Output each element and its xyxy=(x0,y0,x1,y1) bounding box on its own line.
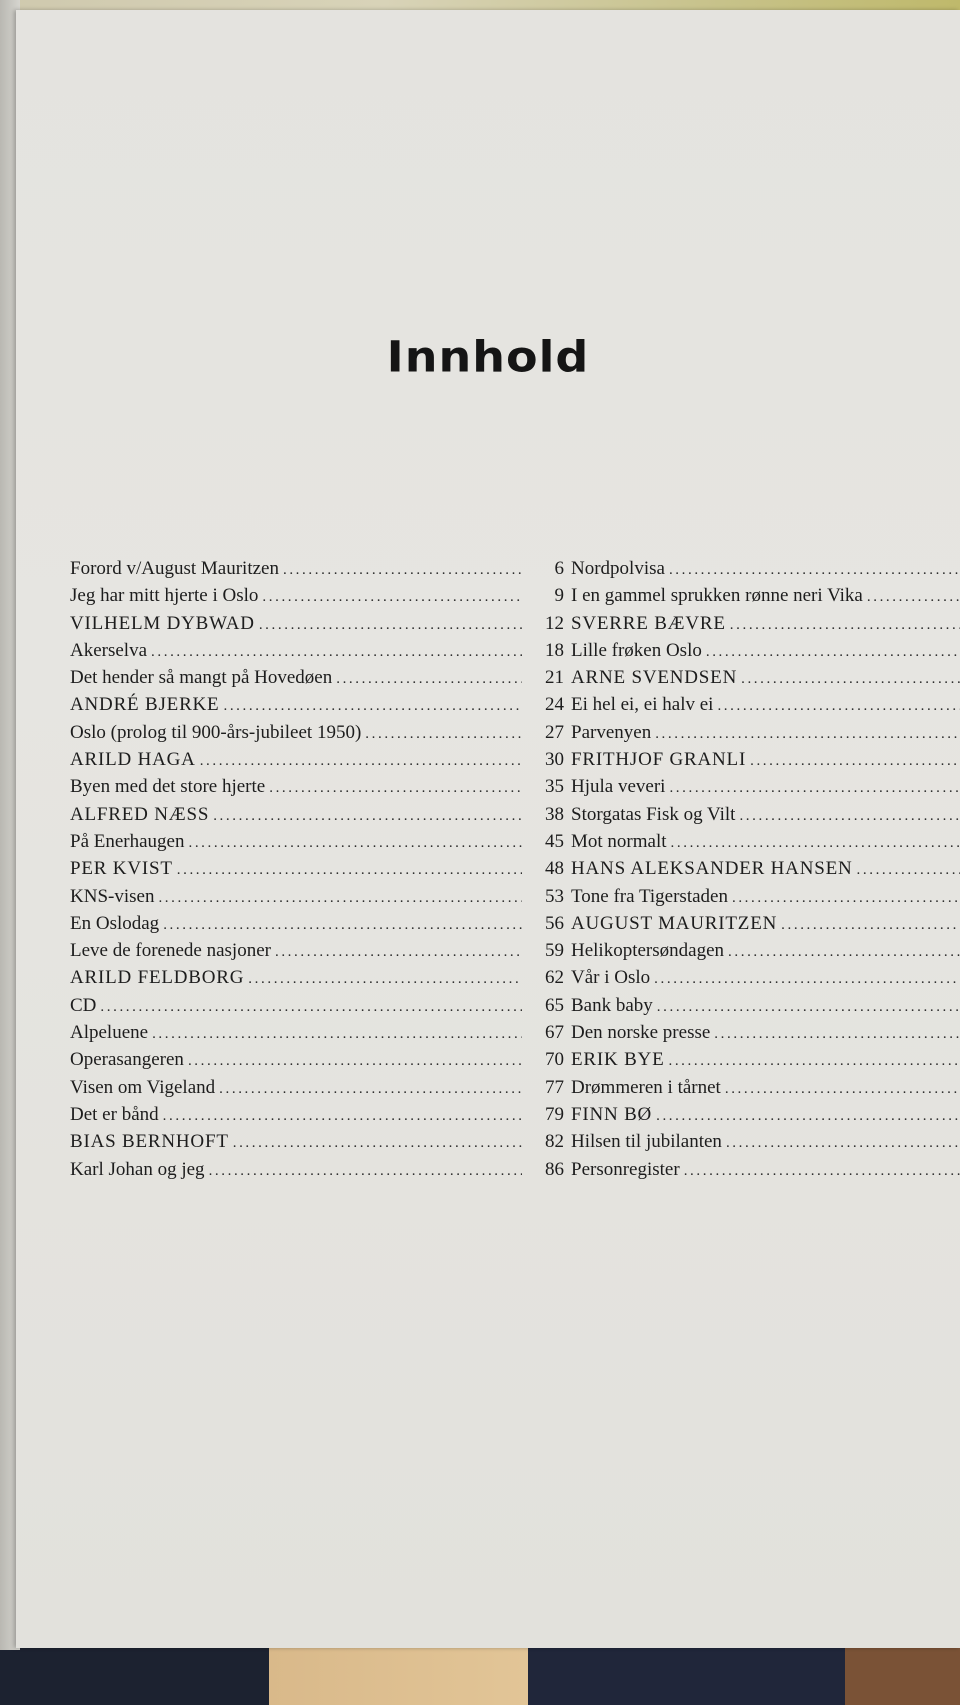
toc-entry xyxy=(571,1131,960,1158)
toc-entry-title: Lille frøken Oslo xyxy=(571,639,702,661)
toc-entry-title: CD xyxy=(70,994,97,1016)
toc-right-column xyxy=(571,558,960,1186)
toc-entry xyxy=(571,694,960,721)
toc-entry xyxy=(70,858,564,885)
toc-entry xyxy=(571,913,960,940)
toc-entry xyxy=(571,640,960,667)
toc-entry-title: Nordpolvisa xyxy=(571,558,665,579)
toc-entry-title: Visen om Vigeland xyxy=(70,1076,216,1098)
toc-author-name: ARNE SVENDSEN xyxy=(571,667,738,689)
dot-leader xyxy=(158,890,522,907)
toc-entry-title: Forord v/August Mauritzen xyxy=(70,558,279,579)
toc-entry xyxy=(571,1049,960,1076)
toc-entry-title: En Oslodag xyxy=(70,912,160,934)
toc-entry-title: Alpeluene xyxy=(70,1022,149,1044)
toc-entry xyxy=(70,804,564,831)
toc-entry-title: Helikoptersøndagen xyxy=(571,940,725,962)
toc-entry xyxy=(571,804,960,831)
dot-leader xyxy=(219,1081,522,1098)
dot-leader xyxy=(725,1081,960,1098)
toc-entry-title: Den norske presse xyxy=(571,1022,711,1044)
toc-entry xyxy=(571,722,960,749)
dot-leader xyxy=(163,917,522,934)
toc-entry-title: Jeg har mitt hjerte i Oslo xyxy=(70,585,259,607)
toc-entry-title: Operasangeren xyxy=(70,1049,184,1071)
toc-author-name: ANDRÉ BJERKE xyxy=(70,694,220,716)
dot-leader xyxy=(248,971,522,988)
toc-page-number: 65 xyxy=(545,994,564,1016)
toc-entry xyxy=(70,1022,564,1049)
toc-author-name: ERIK BYE xyxy=(571,1049,665,1071)
toc-entry xyxy=(70,749,564,776)
toc-page-number: 9 xyxy=(554,585,564,607)
toc-entry xyxy=(70,995,564,1022)
toc-entry-title: Oslo (prolog til 900-års-jubileet 1950) xyxy=(70,721,362,743)
toc-entry xyxy=(70,640,564,667)
toc-page-number: 70 xyxy=(545,1049,564,1071)
dot-leader xyxy=(781,917,960,934)
dot-leader xyxy=(283,562,522,579)
dot-leader xyxy=(669,562,960,579)
toc-entry xyxy=(571,995,960,1022)
toc-entry-title: Karl Johan og jeg xyxy=(70,1158,205,1180)
book-page xyxy=(16,10,960,1648)
toc-entry xyxy=(571,1159,960,1186)
toc-entry xyxy=(571,613,960,640)
toc-author-name: FINN BØ xyxy=(571,1103,653,1125)
dot-leader xyxy=(151,644,522,661)
toc-author-name: BIAS BERNHOFT xyxy=(70,1131,229,1153)
dot-leader xyxy=(656,1108,960,1125)
toc-page-number: 6 xyxy=(554,558,564,579)
toc-author-name: PER KVIST xyxy=(70,858,173,880)
toc-page-number: 18 xyxy=(545,639,564,661)
toc-author-name: AUGUST MAURITZEN xyxy=(571,912,778,934)
background-bottom xyxy=(0,1640,960,1705)
toc-entry xyxy=(70,1159,564,1186)
toc-entry-title: Akerselva xyxy=(70,639,148,661)
toc-entry xyxy=(70,940,564,967)
toc-entry xyxy=(70,831,564,858)
toc-page-number: 48 xyxy=(545,858,564,880)
toc-entry-title: Drømmeren i tårnet xyxy=(571,1076,721,1098)
dot-leader xyxy=(669,780,960,797)
toc-entry xyxy=(571,886,960,913)
dot-leader xyxy=(188,1053,522,1070)
dot-leader xyxy=(275,944,522,961)
dot-leader xyxy=(100,999,522,1016)
dot-leader xyxy=(730,617,960,634)
dot-leader xyxy=(200,753,522,770)
toc-author-name: ALFRED NÆSS xyxy=(70,803,210,825)
toc-page-number: 62 xyxy=(545,967,564,989)
toc-entry xyxy=(70,558,564,585)
toc-entry xyxy=(70,585,564,612)
toc-entry-title: KNS-visen xyxy=(70,885,155,907)
dot-leader xyxy=(741,671,960,688)
toc-page-number: 24 xyxy=(545,694,564,716)
toc-page-number: 12 xyxy=(545,612,564,634)
dot-leader xyxy=(726,1135,960,1152)
toc-entry xyxy=(70,1104,564,1131)
dot-leader xyxy=(732,890,960,907)
dot-leader xyxy=(668,1053,960,1070)
toc-entry xyxy=(571,558,960,585)
toc-page-number: 77 xyxy=(545,1076,564,1098)
toc-entry xyxy=(70,913,564,940)
toc-entry-title: Vår i Oslo xyxy=(571,967,651,989)
toc-entry xyxy=(571,776,960,803)
dot-leader xyxy=(671,835,960,852)
toc-entry xyxy=(571,940,960,967)
dot-leader xyxy=(188,835,522,852)
toc-author-name: ARILD HAGA xyxy=(70,749,196,771)
toc-entry-title: Mot normalt xyxy=(571,830,667,852)
dot-leader xyxy=(857,862,960,879)
dot-leader xyxy=(259,617,522,634)
toc-entry-title: På Enerhaugen xyxy=(70,830,185,852)
dot-leader xyxy=(714,1026,960,1043)
toc-entry-title: Leve de forenede nasjoner xyxy=(70,940,271,962)
toc-entry xyxy=(571,1104,960,1131)
toc-entry xyxy=(70,1049,564,1076)
dot-leader xyxy=(654,971,960,988)
toc-entry xyxy=(571,967,960,994)
dot-leader xyxy=(336,671,522,688)
toc-entry xyxy=(70,667,564,694)
toc-entry xyxy=(571,858,960,885)
dot-leader xyxy=(750,753,960,770)
dot-leader xyxy=(177,862,522,879)
dot-leader xyxy=(152,1026,522,1043)
toc-entry xyxy=(571,585,960,612)
dot-leader xyxy=(269,780,522,797)
dot-leader xyxy=(223,698,522,715)
toc-page-number: 21 xyxy=(545,667,564,689)
toc-page-number: 79 xyxy=(545,1103,564,1125)
dot-leader xyxy=(657,999,960,1016)
dot-leader xyxy=(233,1135,522,1152)
toc-page-number: 35 xyxy=(545,776,564,798)
dot-leader xyxy=(706,644,960,661)
toc-entry xyxy=(70,722,564,749)
dot-leader xyxy=(262,589,522,606)
toc-entry-title: Bank baby xyxy=(571,994,653,1016)
toc-entry xyxy=(571,1022,960,1049)
toc-entry-title: I en gammel sprukken rønne neri Vika xyxy=(571,585,863,607)
dot-leader xyxy=(739,808,960,825)
page-title: Innhold xyxy=(386,332,590,382)
toc-page-number: 67 xyxy=(545,1022,564,1044)
toc-entry-title: Ei hel ei, ei halv ei xyxy=(571,694,714,716)
toc-entry xyxy=(70,1131,564,1158)
toc-entry xyxy=(70,1077,564,1104)
toc-author-name: SVERRE BÆVRE xyxy=(571,612,726,634)
toc-entry-title: Det er bånd xyxy=(70,1103,159,1125)
toc-page-number: 38 xyxy=(545,803,564,825)
toc-page-number: 27 xyxy=(545,721,564,743)
toc-left-column xyxy=(70,558,564,1186)
toc-author-name: FRITHJOF GRANLI xyxy=(571,749,747,771)
toc-entry-title: Personregister xyxy=(571,1158,680,1180)
toc-entry-title: Byen med det store hjerte xyxy=(70,776,266,798)
toc-author-name: HANS ALEKSANDER HANSEN xyxy=(571,858,853,880)
dot-leader xyxy=(365,726,522,743)
toc-entry-title: Parvenyen xyxy=(571,721,652,743)
dot-leader xyxy=(684,1163,960,1180)
toc-entry xyxy=(571,749,960,776)
toc-entry-title: Det hender så mangt på Hovedøen xyxy=(70,667,333,689)
toc-entry xyxy=(70,694,564,721)
dot-leader xyxy=(728,944,960,961)
toc-entry xyxy=(571,667,960,694)
dot-leader xyxy=(867,589,960,606)
dot-leader xyxy=(717,698,960,715)
toc-entry xyxy=(70,886,564,913)
toc-entry xyxy=(571,831,960,858)
dot-leader xyxy=(655,726,960,743)
toc-page-number: 53 xyxy=(545,885,564,907)
toc-entry-title: Storgatas Fisk og Vilt xyxy=(571,803,736,825)
toc-page-number: 30 xyxy=(545,749,564,771)
dot-leader xyxy=(209,1163,522,1180)
toc-entry xyxy=(70,967,564,994)
toc-author-name: VILHELM DYBWAD xyxy=(70,612,255,634)
toc-author-name: ARILD FELDBORG xyxy=(70,967,245,989)
toc-entry-title: Tone fra Tigerstaden xyxy=(571,885,728,907)
toc-page-number: 86 xyxy=(545,1158,564,1180)
toc-entry xyxy=(70,613,564,640)
toc-page-number: 82 xyxy=(545,1131,564,1153)
toc-page-number: 59 xyxy=(545,940,564,962)
dot-leader xyxy=(213,808,522,825)
dot-leader xyxy=(163,1108,522,1125)
toc-page-number: 56 xyxy=(545,912,564,934)
toc-entry xyxy=(571,1077,960,1104)
toc-entry-title: Hjula veveri xyxy=(571,776,666,798)
toc-entry-title: Hilsen til jubilanten xyxy=(571,1131,722,1153)
toc-page-number: 45 xyxy=(545,830,564,852)
toc-entry xyxy=(70,776,564,803)
